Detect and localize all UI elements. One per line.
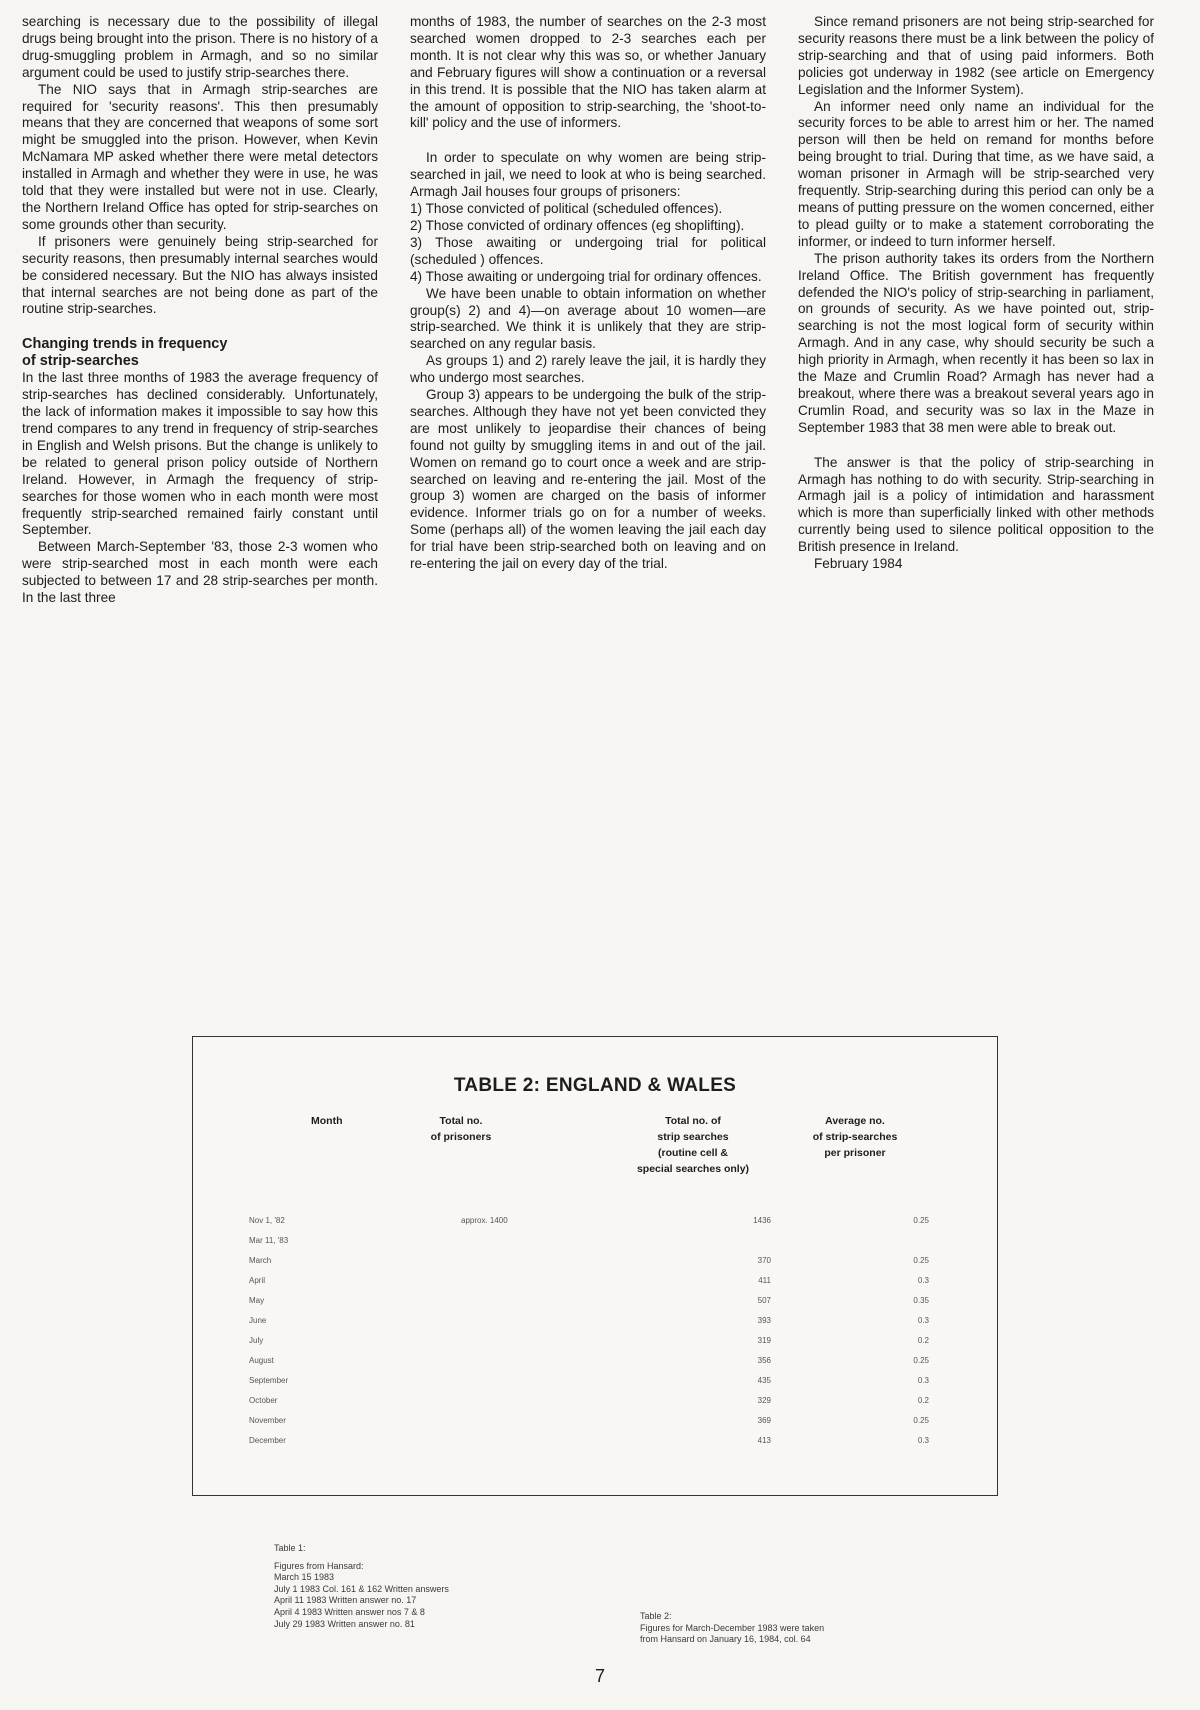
table-row (193, 1313, 997, 1333)
table-rows (193, 1213, 997, 1453)
list-item: 2) Those convicted of ordinary offences (eg shoplifting). (410, 217, 745, 233)
column-3 (798, 14, 1154, 573)
header-text: strip searches (657, 1131, 729, 1143)
header-text: Total no. (439, 1115, 483, 1127)
paragraph: The answer is that the policy of strip-searching in Armagh has nothing to do with security. Strip-searching in Armagh jail is a policy of intimidation and harassment which is more than superficially linked with other methods currently being used to silence political opposition to the British presence in Ireland. (798, 454, 1154, 555)
cell-month: September (249, 1376, 289, 1385)
paragraph: The prison authority takes its orders from the Northern Ireland Office. The British government has frequently defended the NIO's policy of strip-searching in parliament, on grounds of security. As we have pointed out, strip-searching is not the most logical form of security within Armagh. And in any case, why should security be such a high priority in Armagh, when recently it has been so lax in the Maze and Crumlin Road? Armagh has never had a breakout, where there was a breakout several years ago in Crumlin Road, and security was so lax in the Maze in September 1983 that 38 men were able to break out. (798, 250, 1154, 435)
cell-total: 369 (757, 1416, 771, 1425)
note-line: from Hansard on January 16, 1984, col. 64 (640, 1634, 811, 1645)
cell-total: 393 (757, 1316, 771, 1325)
header-text: of strip-searches (812, 1131, 898, 1143)
table-row (193, 1333, 997, 1353)
header-text: of prisoners (430, 1131, 492, 1143)
note-line: March 15 1983 (274, 1572, 335, 1583)
cell-average: 0.25 (913, 1216, 929, 1225)
cell-total: 413 (757, 1436, 771, 1445)
cell-average: 0.2 (917, 1396, 929, 1405)
article-body (22, 14, 1154, 1019)
paragraph: Group 3) appears to be undergoing the bulk of the strip-searches. Although they have not yet been convicted they are most unlikely to jeopardise their chances of being found not guilty by smuggling items in and out of the jail. Women on remand go to court once a week and are strip-searched on leaving and re-entering the jail. Most of the group 3) women are charged on the basis of informer evidence. Informer trials go on for a number of weeks. Some (perhaps all) of the women leaving the jail each day for trial have been strip-searched both on leaving and on re-entering the jail on every day of the trial. (410, 387, 766, 572)
header-text: (routine cell & (657, 1147, 728, 1159)
header-text: per prisoner (824, 1147, 886, 1159)
list-item: 3) Those awaiting or undergoing trial for political (scheduled ) offences. (410, 234, 766, 267)
cell-month: December (249, 1436, 286, 1445)
paragraph: We have been unable to obtain information on whether group(s) 2) and 4)—on average about 10 women—are strip-searched. We think it is unlikely that they are strip-searched on any regular basis. (410, 285, 766, 352)
cell-month: July (249, 1336, 264, 1345)
cell-total: 1436 (753, 1216, 771, 1225)
cell-total: 356 (757, 1356, 771, 1365)
section-heading-line-2: of strip-searches (22, 353, 139, 370)
table-2-box (192, 1036, 998, 1496)
cell-average: 0.3 (917, 1376, 929, 1385)
paragraph: Since remand prisoners are not being strip-searched for security reasons there must be a link between the policy of strip-searching and that of using paid informers. Both policies got underway in 1982 (see article on Emergency Legislation and the Informer System). (798, 14, 1154, 97)
note-line: July 1 1983 Col. 161 & 162 Written answers (274, 1583, 449, 1594)
table-row (193, 1213, 997, 1233)
cell-month: October (249, 1396, 278, 1405)
paragraph: In the last three months of 1983 the average frequency of strip-searches has declined considerably. Unfortunately, the lack of information makes it impossible to say how this trend compares to any trend in frequency of strip-searches in English and Welsh prisons. But the change is unlikely to be related to general prison policy outside of Northern Ireland. However, in Armagh the frequency of strip-searches for those women who in each month were most frequently strip-searched remained fairly constant until September. (22, 370, 378, 538)
table-row (193, 1433, 997, 1453)
cell-average: 0.3 (917, 1276, 929, 1285)
header-text: Total no. of (665, 1115, 721, 1127)
cell-total: 435 (757, 1376, 771, 1385)
note-line: Figures for March-December 1983 were taken (640, 1622, 825, 1633)
cell-month: November (249, 1416, 286, 1425)
table-row (193, 1233, 997, 1253)
cell-month: April (249, 1276, 266, 1285)
cell-average: 0.2 (917, 1336, 929, 1345)
paragraph: The NIO says that in Armagh strip-searches are required for 'security reasons'. This then presumably means that they are concerned that weapons of some sort might be smuggled into the prison. However, when Kevin McNamara MP asked whether there were metal detectors installed in Armagh and whether they were in use, he was told that they were installed but were not in use. Clearly, the Northern Ireland Office has opted for strip-searches on some grounds other than security. (22, 81, 378, 232)
header-month: Month (311, 1115, 343, 1127)
cell-month: May (249, 1296, 265, 1305)
table-1-notes (274, 1543, 449, 1630)
cell-month: Mar 11, '83 (249, 1236, 289, 1245)
cell-month: March (249, 1256, 272, 1265)
cell-month: August (249, 1356, 274, 1365)
paragraph: As groups 1) and 2) rarely leave the jail, it is hardly they who undergo most searches. (410, 353, 766, 386)
cell-month: Nov 1, '82 (249, 1216, 285, 1225)
table-row (193, 1413, 997, 1433)
note-label: Table 2: (640, 1611, 672, 1621)
table-2-notes (640, 1611, 824, 1646)
header-text: Average no. (825, 1115, 885, 1127)
paragraph: An informer need only name an individual for the security forces to be able to arrest him or her. The named person will then be held on remand for months before being brought to trial. During that time, as we have said, a woman prisoner in Armagh will be strip-searched very frequently. Strip-searching during this period can only be a means of putting pressure on the women concerned, either to plead guilty or to make a statement corroborating the informer, or indeed to turn informer herself. (798, 98, 1154, 249)
cell-average: 0.3 (917, 1436, 929, 1445)
section-heading-line-1: Changing trends in frequency (22, 336, 228, 353)
cell-average: 0.35 (913, 1296, 929, 1305)
header-average (785, 1113, 925, 1161)
table-row (193, 1293, 997, 1313)
column-1 (22, 14, 378, 607)
cell-average: 0.25 (913, 1256, 929, 1265)
cell-prisoners: approx. 1400 (461, 1216, 508, 1225)
table-row (193, 1353, 997, 1373)
list-item: 4) Those awaiting or undergoing trial for ordinary offences. (410, 268, 762, 284)
paragraph: In order to speculate on why women are being strip-searched in jail, we need to look at who is being searched. Armagh Jail houses four groups of prisoners: (410, 150, 766, 200)
note-line: July 29 1983 Written answer no. 81 (274, 1618, 415, 1629)
cell-total: 507 (757, 1296, 771, 1305)
table-row (193, 1273, 997, 1293)
table-row (193, 1373, 997, 1393)
cell-total: 370 (757, 1256, 771, 1265)
paragraph: If prisoners were genuinely being strip-searched for security reasons, then presumably internal searches would be considered necessary. But the NIO has always insisted that internal searches are not being done as part of the routine strip-searches. (22, 233, 378, 317)
cell-month: June (249, 1316, 267, 1325)
paragraph: searching is necessary due to the possibility of illegal drugs being brought into the prison. There is no history of a drug-smuggling problem in Armagh, and so no similar argument could be used to justify strip-searches there. (22, 14, 378, 80)
cell-total: 411 (758, 1276, 771, 1285)
list-item: 1) Those convicted of political (scheduled offences). (410, 201, 723, 217)
cell-average: 0.25 (913, 1416, 929, 1425)
section-heading (22, 336, 378, 370)
table-title: TABLE 2: ENGLAND & WALES (453, 1075, 737, 1096)
cell-average: 0.3 (917, 1316, 929, 1325)
column-2 (410, 14, 766, 573)
page-number: 7 (594, 1666, 605, 1686)
cell-total: 319 (757, 1336, 771, 1345)
note-label: Table 1: (274, 1543, 306, 1553)
cell-average: 0.25 (913, 1356, 929, 1365)
header-text: special searches only) (636, 1163, 750, 1175)
cell-total: 329 (757, 1396, 771, 1405)
header-total-searches (603, 1113, 783, 1177)
table-row (193, 1393, 997, 1413)
paragraph: Between March-September '83, those 2-3 women who were strip-searched most in each month were each subjected to between 17 and 28 strip-searches per month. In the last three (22, 539, 378, 606)
paragraph: months of 1983, the number of searches on the 2-3 most searched women dropped to 2-3 searches each per month. It is not clear why this was so, or whether January and February figures will show a continuation or a reversal in this trend. It is possible that the NIO has taken alarm at the amount of opposition to strip-searching, the 'shoot-to-kill' policy and the use of informers. (410, 14, 766, 131)
header-total-prisoners (401, 1113, 521, 1145)
note-line: April 4 1983 Written answer nos 7 & 8 (274, 1606, 425, 1617)
note-line: April 11 1983 Written answer no. 17 (274, 1595, 417, 1606)
note-line: Figures from Hansard: (274, 1560, 364, 1571)
article-date: February 1984 (814, 556, 903, 572)
table-row (193, 1253, 997, 1273)
